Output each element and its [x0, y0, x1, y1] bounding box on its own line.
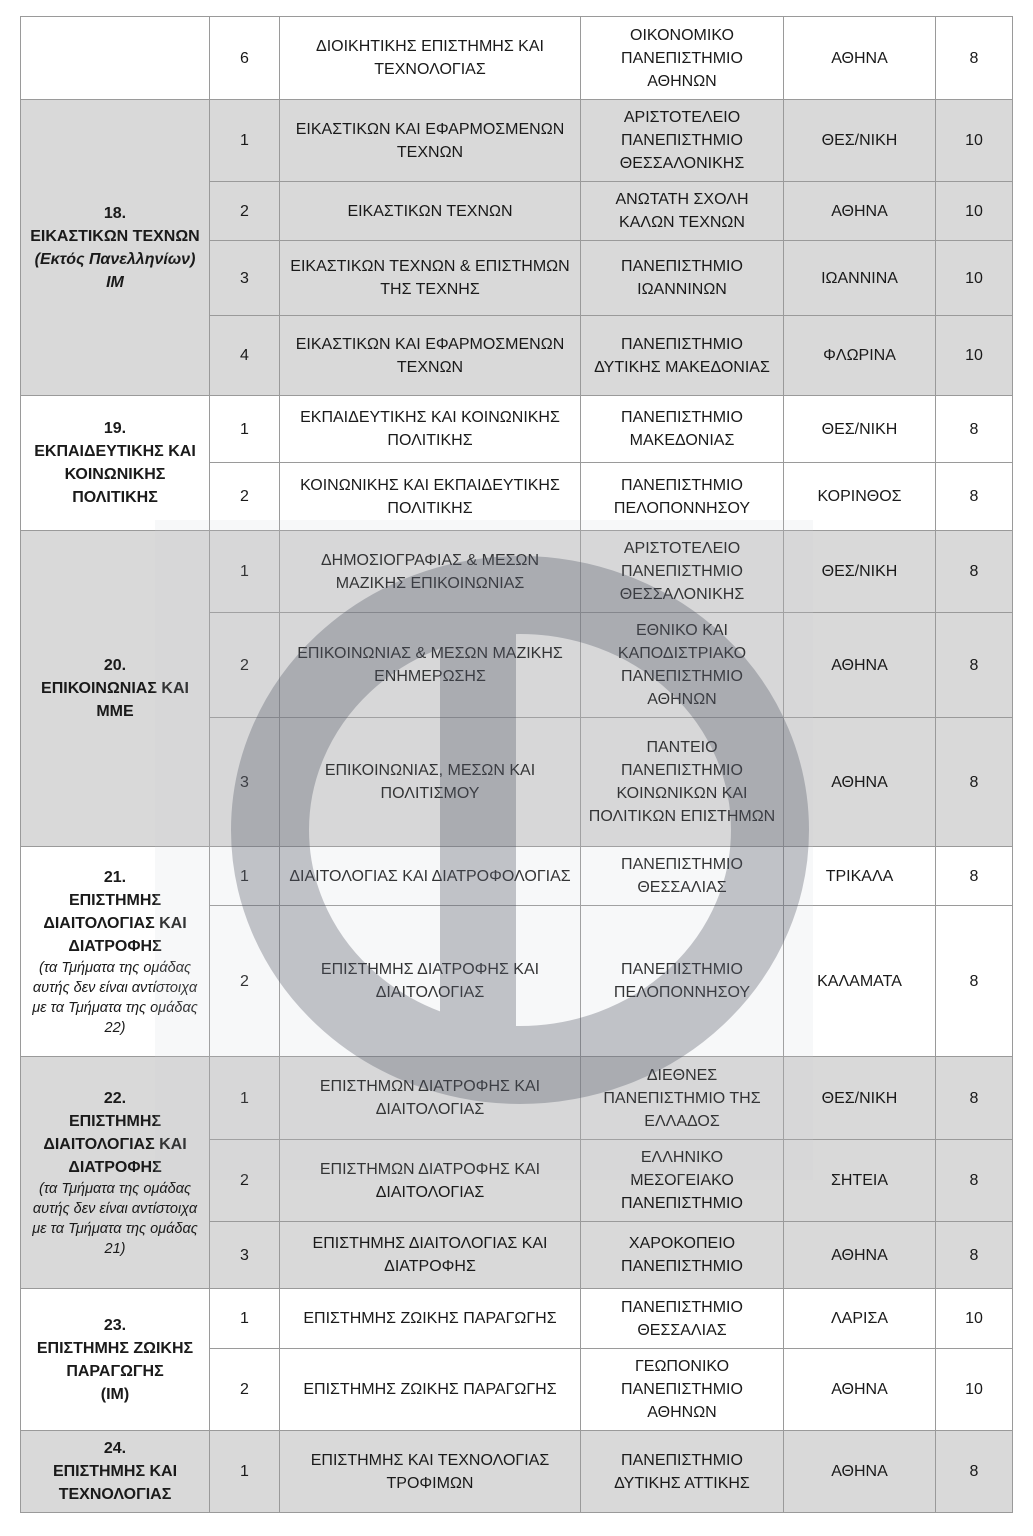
group-title-cell [21, 1289, 210, 1431]
city-cell [784, 531, 936, 613]
city-text: ΘΕΣ/ΝΙΚΗ [821, 420, 898, 438]
table-row [21, 847, 1013, 906]
group-title-line: (Εκτός Πανελληνίων) [34, 250, 196, 268]
university-text: ΧΑΡΟΚΟΠΕΙΟ ΠΑΝΕΠΙΣΤΗΜΙΟ [621, 1235, 743, 1275]
city-cell [784, 1222, 936, 1289]
university-cell [581, 906, 784, 1057]
row-number-text: 1 [240, 1310, 249, 1327]
semesters-text: 8 [969, 1246, 979, 1264]
group-title-line: 20. [103, 657, 127, 674]
table-row [21, 1431, 1013, 1513]
semesters-text: 8 [969, 656, 979, 674]
department-cell [280, 182, 581, 241]
semesters-text: 10 [965, 1310, 983, 1327]
city-text: ΑΘΗΝΑ [831, 773, 888, 791]
row-number-text: 2 [240, 1172, 249, 1189]
university-text: ΠΑΝΕΠΙΣΤΗΜΙΟ ΠΕΛΟΠΟΝΝΗΣΟΥ [613, 961, 751, 1001]
row-number-text: 2 [240, 656, 249, 674]
row-number-cell [210, 847, 280, 906]
semesters-cell [936, 906, 1013, 1057]
row-number-cell [210, 463, 280, 531]
city-cell [784, 1431, 936, 1513]
semesters-cell [936, 182, 1013, 241]
department-cell [280, 1222, 581, 1289]
city-cell [784, 906, 936, 1057]
department-text: ΔΗΜΟΣΙΟΓΡΑΦΙΑΣ & ΜΕΣΩΝ ΜΑΖΙΚΗΣ ΕΠΙΚΟΙΝΩΝΙΑΣ [320, 551, 540, 592]
group-title-line: ΔΙΑΙΤΟΛΟΓΙΑΣ ΚΑΙ [43, 914, 187, 932]
university-text: ΠΑΝΕΠΙΣΤΗΜΙΟ ΙΩΑΝΝΙΝΩΝ [621, 258, 743, 298]
group-title-cell [21, 1431, 210, 1513]
city-text: ΚΑΛΑΜΑΤΑ [817, 972, 902, 990]
semesters-text: 10 [965, 269, 983, 287]
semesters-cell [936, 613, 1013, 718]
table-row [21, 100, 1013, 182]
university-cell [581, 1349, 784, 1431]
group-title-line: ΔΙΑΙΤΟΛΟΓΙΑΣ ΚΑΙ [43, 1135, 187, 1153]
group-title-line: 18. [103, 204, 127, 222]
row-number-text: 2 [240, 488, 249, 505]
semesters-cell [936, 847, 1013, 906]
university-text: ΠΑΝΕΠΙΣΤΗΜΙΟ ΔΥΤΙΚΗΣ ΜΑΚΕΔΟΝΙΑΣ [594, 335, 770, 376]
semesters-cell [936, 531, 1013, 613]
university-text: ΠΑΝΕΠΙΣΤΗΜΙΟ ΠΕΛΟΠΟΝΝΗΣΟΥ [613, 476, 751, 517]
city-cell [784, 182, 936, 241]
group-title-line: ΕΙΚΑΣΤΙΚΩΝ ΤΕΧΝΩΝ [30, 227, 200, 245]
row-number-text: 1 [240, 1089, 249, 1107]
city-cell [784, 316, 936, 396]
semesters-cell [936, 100, 1013, 182]
department-text: ΕΠΙΣΤΗΜΗΣ ΚΑΙ ΤΕΧΝΟΛΟΓΙΑΣ ΤΡΟΦΙΜΩΝ [310, 1451, 550, 1492]
row-number-cell [210, 1057, 280, 1140]
city-text: ΘΕΣ/ΝΙΚΗ [821, 132, 898, 149]
university-text: ΠΑΝΕΠΙΣΤΗΜΙΟ ΜΑΚΕΔΟΝΙΑΣ [621, 409, 743, 449]
university-text: ΔΙΕΘΝΕΣ ΠΑΝΕΠΙΣΤΗΜΙΟ ΤΗΣ ΕΛΛΑΔΟΣ [603, 1066, 761, 1130]
city-cell [784, 718, 936, 847]
department-text: ΕΙΚΑΣΤΙΚΩΝ ΚΑΙ ΕΦΑΡΜΟΣΜΕΝΩΝ ΤΕΧΝΩΝ [295, 120, 565, 161]
semesters-cell [936, 1289, 1013, 1349]
city-cell [784, 1140, 936, 1222]
group-title-line: ΠΟΛΙΤΙΚΗΣ [72, 489, 158, 506]
row-number-cell [210, 906, 280, 1057]
university-text: ΓΕΩΠΟΝΙΚΟ ΠΑΝΕΠΙΣΤΗΜΙΟ ΑΘΗΝΩΝ [621, 1358, 743, 1421]
university-cell [581, 463, 784, 531]
department-cell [280, 1140, 581, 1222]
semesters-cell [936, 463, 1013, 531]
university-text: ΠΑΝΕΠΙΣΤΗΜΙΟ ΔΥΤΙΚΗΣ ΑΤΤΙΚΗΣ [614, 1451, 750, 1492]
group-title-line: ΠΑΡΑΓΩΓΗΣ [66, 1362, 164, 1380]
group-title-cell [21, 17, 210, 100]
row-number-cell [210, 613, 280, 718]
department-text: ΕΠΙΣΤΗΜΩΝ ΔΙΑΤΡΟΦΗΣ ΚΑΙ ΔΙΑΙΤΟΛΟΓΙΑΣ [319, 1160, 541, 1201]
department-text: ΕΠΙΚΟΙΝΩΝΙΑΣ & ΜΕΣΩΝ ΜΑΖΙΚΗΣ ΕΝΗΜΕΡΩΣΗΣ [297, 645, 563, 685]
row-number-text: 1 [240, 563, 249, 580]
university-cell [581, 1222, 784, 1289]
city-cell [784, 1057, 936, 1140]
departments-table [20, 16, 1013, 1513]
city-text: ΑΘΗΝΑ [831, 1246, 888, 1264]
group-title-line: ΕΠΙΣΤΗΜΗΣ ΖΩΙΚΗΣ [36, 1339, 194, 1357]
group-title-line: ΔΙΑΤΡΟΦΗΣ [68, 1158, 162, 1176]
group-title-line: ΕΚΠΑΙΔΕΥΤΙΚΗΣ ΚΑΙ [34, 443, 196, 460]
department-cell [280, 718, 581, 847]
city-cell [784, 463, 936, 531]
group-title-cell [21, 531, 210, 847]
university-cell [581, 847, 784, 906]
semesters-text: 8 [969, 49, 979, 67]
department-text: ΕΠΙΣΤΗΜΗΣ ΔΙΑΤΡΟΦΗΣ ΚΑΙ ΔΙΑΙΤΟΛΟΓΙΑΣ [320, 961, 540, 1001]
city-cell [784, 847, 936, 906]
university-cell [581, 1057, 784, 1140]
university-text: ΠΑΝΕΠΙΣΤΗΜΙΟ ΘΕΣΣΑΛΙΑΣ [621, 1298, 743, 1339]
row-number-text: 3 [240, 1246, 249, 1264]
university-text: ΕΘΝΙΚΟ ΚΑΙ ΚΑΠΟΔΙΣΤΡΙΑΚΟ ΠΑΝΕΠΙΣΤΗΜΙΟ ΑΘΗΝΩΝ [617, 622, 747, 708]
city-text: ΚΟΡΙΝΘΟΣ [817, 488, 902, 505]
city-text: ΘΕΣ/ΝΙΚΗ [821, 563, 898, 580]
group-title-line: ΕΠΙΚΟΙΝΩΝΙΑΣ ΚΑΙ [41, 680, 189, 697]
table-row [21, 396, 1013, 463]
city-text: ΘΕΣ/ΝΙΚΗ [821, 1089, 898, 1107]
city-text: ΣΗΤΕΙΑ [830, 1172, 888, 1189]
university-text: ΑΡΙΣΤΟΤΕΛΕΙΟ ΠΑΝΕΠΙΣΤΗΜΙΟ ΘΕΣΣΑΛΟΝΙΚΗΣ [619, 109, 745, 172]
department-cell [280, 100, 581, 182]
department-text: ΕΙΚΑΣΤΙΚΩΝ ΤΕΧΝΩΝ [347, 202, 513, 220]
city-text: ΑΘΗΝΑ [831, 202, 888, 220]
table-row [21, 1289, 1013, 1349]
university-cell [581, 316, 784, 396]
semesters-cell [936, 1057, 1013, 1140]
city-text: ΑΘΗΝΑ [831, 49, 888, 67]
university-cell [581, 182, 784, 241]
department-text: ΕΠΙΣΤΗΜΗΣ ΔΙΑΙΤΟΛΟΓΙΑΣ ΚΑΙ ΔΙΑΤΡΟΦΗΣ [312, 1235, 548, 1275]
group-title-line: 22. [103, 1089, 127, 1107]
department-cell [280, 316, 581, 396]
semesters-text: 8 [969, 1089, 979, 1107]
semesters-text: 8 [969, 1172, 979, 1189]
university-cell [581, 241, 784, 316]
department-cell [280, 1289, 581, 1349]
semesters-cell [936, 1431, 1013, 1513]
university-text: ΑΡΙΣΤΟΤΕΛΕΙΟ ΠΑΝΕΠΙΣΤΗΜΙΟ ΘΕΣΣΑΛΟΝΙΚΗΣ [619, 540, 745, 603]
department-text: ΚΟΙΝΩΝΙΚΗΣ ΚΑΙ ΕΚΠΑΙΔΕΥΤΙΚΗΣ ΠΟΛΙΤΙΚΗΣ [300, 476, 560, 517]
group-title-line: ΕΠΙΣΤΗΜΗΣ ΚΑΙ [52, 1463, 178, 1480]
row-number-cell [210, 396, 280, 463]
university-cell [581, 613, 784, 718]
university-cell [581, 100, 784, 182]
table-row [21, 17, 1013, 100]
group-title-cell [21, 100, 210, 396]
semesters-cell [936, 1140, 1013, 1222]
group-title-line: 21. [103, 868, 127, 886]
group-title-line: 23. [103, 1316, 127, 1334]
table-row [21, 1057, 1013, 1140]
city-cell [784, 1289, 936, 1349]
department-cell [280, 1431, 581, 1513]
department-text: ΔΙΟΙΚΗΤΙΚΗΣ ΕΠΙΣΤΗΜΗΣ ΚΑΙ ΤΕΧΝΟΛΟΓΙΑΣ [316, 38, 544, 78]
city-text: ΑΘΗΝΑ [831, 1381, 888, 1398]
university-cell [581, 531, 784, 613]
semesters-text: 8 [969, 1463, 979, 1480]
city-text: ΦΛΩΡΙΝΑ [823, 347, 896, 364]
semesters-text: 8 [969, 420, 979, 438]
semesters-cell [936, 17, 1013, 100]
row-number-text: 6 [240, 49, 249, 67]
semesters-text: 10 [965, 1381, 983, 1398]
university-text: ΠΑΝΤΕΙΟ ΠΑΝΕΠΙΣΤΗΜΙΟ ΚΟΙΝΩΝΙΚΩΝ ΚΑΙ ΠΟΛΙΤΙΚΩΝ ΕΠΙΣΤΗΜΩΝ [588, 739, 776, 825]
department-text: ΕΚΠΑΙΔΕΥΤΙΚΗΣ ΚΑΙ ΚΟΙΝΩΝΙΚΗΣ ΠΟΛΙΤΙΚΗΣ [300, 409, 560, 449]
semesters-text: 8 [969, 773, 979, 791]
department-cell [280, 241, 581, 316]
city-text: ΑΘΗΝΑ [831, 656, 888, 674]
row-number-cell [210, 1140, 280, 1222]
department-cell [280, 17, 581, 100]
row-number-text: 3 [240, 269, 249, 287]
group-note: (τα Τμήματα της ομάδας αυτής δεν είναι αντίστοιχα με τα Τμήματα της ομάδας 22) [32, 959, 198, 1036]
group-title-cell [21, 1057, 210, 1289]
row-number-cell [210, 1289, 280, 1349]
row-number-cell [210, 718, 280, 847]
department-text: ΔΙΑΙΤΟΛΟΓΙΑΣ ΚΑΙ ΔΙΑΤΡΟΦΟΛΟΓΙΑΣ [289, 867, 571, 885]
row-number-cell [210, 531, 280, 613]
university-cell [581, 17, 784, 100]
department-cell [280, 463, 581, 531]
city-text: ΑΘΗΝΑ [831, 1463, 888, 1480]
department-text: ΕΙΚΑΣΤΙΚΩΝ ΤΕΧΝΩΝ & ΕΠΙΣΤΗΜΩΝ ΤΗΣ ΤΕΧΝΗΣ [290, 258, 570, 298]
semesters-text: 10 [965, 132, 983, 149]
university-text: ΟΙΚΟΝΟΜΙΚΟ ΠΑΝΕΠΙΣΤΗΜΙΟ ΑΘΗΝΩΝ [621, 26, 743, 90]
semesters-cell [936, 316, 1013, 396]
group-title-line: 19. [103, 420, 127, 437]
department-text: ΕΙΚΑΣΤΙΚΩΝ ΚΑΙ ΕΦΑΡΜΟΣΜΕΝΩΝ ΤΕΧΝΩΝ [295, 335, 565, 376]
row-number-cell [210, 316, 280, 396]
department-text: ΕΠΙΣΤΗΜΩΝ ΔΙΑΤΡΟΦΗΣ ΚΑΙ ΔΙΑΙΤΟΛΟΓΙΑΣ [319, 1078, 541, 1118]
department-cell [280, 396, 581, 463]
semesters-cell [936, 396, 1013, 463]
row-number-text: 1 [240, 1463, 249, 1480]
row-number-text: 1 [240, 420, 249, 438]
row-number-cell [210, 1222, 280, 1289]
university-text: ΠΑΝΕΠΙΣΤΗΜΙΟ ΘΕΣΣΑΛΙΑΣ [621, 856, 743, 896]
row-number-cell [210, 1349, 280, 1431]
department-text: ΕΠΙΣΤΗΜΗΣ ΖΩΙΚΗΣ ΠΑΡΑΓΩΓΗΣ [303, 1310, 557, 1327]
university-cell [581, 1140, 784, 1222]
semesters-cell [936, 718, 1013, 847]
row-number-text: 4 [240, 347, 249, 364]
table-row [21, 531, 1013, 613]
row-number-cell [210, 241, 280, 316]
department-cell [280, 1349, 581, 1431]
row-number-text: 2 [240, 972, 249, 990]
department-cell [280, 906, 581, 1057]
department-cell [280, 613, 581, 718]
university-text: ΑΝΩΤΑΤΗ ΣΧΟΛΗ ΚΑΛΩΝ ΤΕΧΝΩΝ [615, 191, 749, 231]
group-title-cell [21, 396, 210, 531]
row-number-text: 3 [240, 773, 249, 791]
city-text: ΛΑΡΙΣΑ [830, 1310, 889, 1327]
semesters-text: 10 [965, 347, 983, 364]
row-number-text: 1 [240, 867, 249, 885]
university-cell [581, 718, 784, 847]
city-cell [784, 613, 936, 718]
group-title-line: 24. [103, 1440, 127, 1457]
row-number-cell [210, 100, 280, 182]
group-title-line: ΙΜ [106, 273, 124, 291]
group-title-line: ΕΠΙΣΤΗΜΗΣ [68, 891, 162, 909]
department-cell [280, 1057, 581, 1140]
group-title-cell [21, 847, 210, 1057]
group-title-line: ΤΕΧΝΟΛΟΓΙΑΣ [58, 1486, 172, 1503]
group-title-line: ΔΙΑΤΡΟΦΗΣ [68, 937, 162, 955]
university-text: ΕΛΛΗΝΙΚΟ ΜΕΣΟΓΕΙΑΚΟ ΠΑΝΕΠΙΣΤΗΜΙΟ [621, 1149, 743, 1212]
semesters-text: 8 [969, 867, 979, 885]
semesters-text: 8 [969, 488, 979, 505]
department-text: ΕΠΙΣΤΗΜΗΣ ΖΩΙΚΗΣ ΠΑΡΑΓΩΓΗΣ [303, 1381, 557, 1398]
city-cell [784, 17, 936, 100]
university-cell [581, 396, 784, 463]
city-text: ΙΩΑΝΝΙΝΑ [821, 269, 898, 287]
row-number-text: 2 [240, 202, 249, 220]
group-note: (τα Τμήματα της ομάδας αυτής δεν είναι αντίστοιχα με τα Τμήματα της ομάδας 21) [32, 1180, 198, 1257]
row-number-cell [210, 1431, 280, 1513]
semesters-cell [936, 241, 1013, 316]
department-text: ΕΠΙΚΟΙΝΩΝΙΑΣ, ΜΕΣΩΝ ΚΑΙ ΠΟΛΙΤΙΣΜΟΥ [324, 762, 536, 802]
semesters-text: 8 [969, 563, 979, 580]
department-cell [280, 531, 581, 613]
city-cell [784, 241, 936, 316]
row-number-text: 1 [240, 132, 249, 149]
department-cell [280, 847, 581, 906]
group-title-line: ΜΜΕ [96, 703, 134, 720]
semesters-cell [936, 1222, 1013, 1289]
city-cell [784, 100, 936, 182]
semesters-cell [936, 1349, 1013, 1431]
group-title-line: ΚΟΙΝΩΝΙΚΗΣ [64, 466, 166, 483]
city-text: ΤΡΙΚΑΛΑ [825, 867, 894, 885]
university-cell [581, 1289, 784, 1349]
group-title-line: (ΙΜ) [100, 1385, 130, 1403]
row-number-cell [210, 182, 280, 241]
row-number-cell [210, 17, 280, 100]
group-title-line: ΕΠΙΣΤΗΜΗΣ [68, 1112, 162, 1130]
semesters-text: 10 [965, 202, 983, 220]
row-number-text: 2 [240, 1381, 249, 1398]
university-cell [581, 1431, 784, 1513]
city-cell [784, 1349, 936, 1431]
city-cell [784, 396, 936, 463]
semesters-text: 8 [969, 972, 979, 990]
